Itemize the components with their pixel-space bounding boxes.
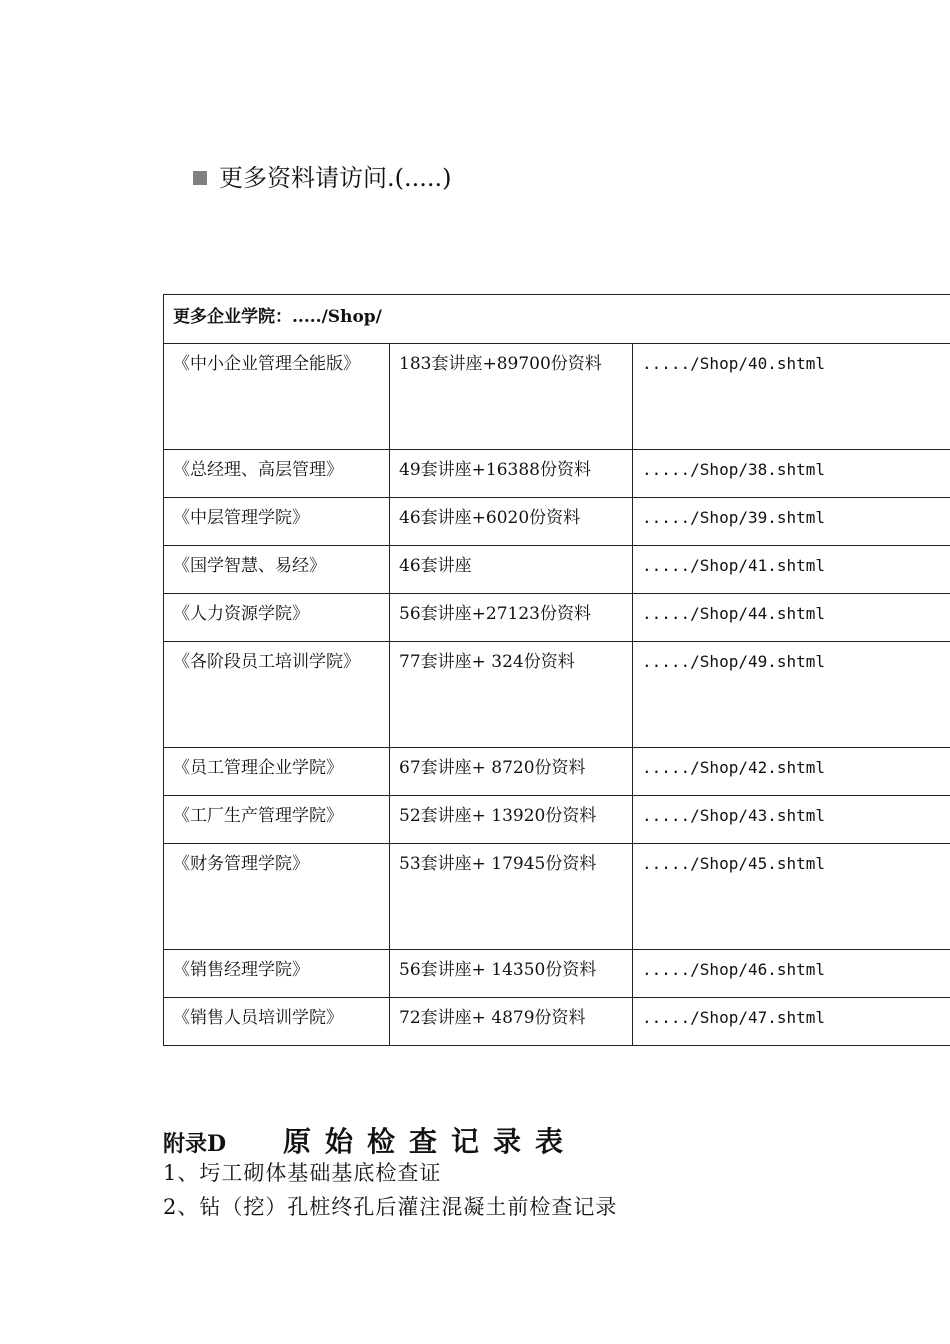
course-name: 《销售经理学院》 <box>164 950 390 998</box>
course-name: 《工厂生产管理学院》 <box>164 796 390 844</box>
notice-line <box>193 160 452 196</box>
list-item: 2、钻（挖）孔桩终孔后灌注混凝土前检查记录 <box>163 1195 618 1219</box>
course-content-text: 53套讲座+ 17945份资料 <box>399 854 597 874</box>
appendix-label: 附录D <box>163 1131 227 1157</box>
table-row <box>164 642 950 748</box>
course-content: 46套讲座+6020份资料 <box>390 498 633 546</box>
appendix-heading <box>163 1120 577 1160</box>
course-content: 52套讲座+ 13920份资料 <box>390 796 633 844</box>
table-header: 更多企业学院：...../Shop/ <box>164 295 950 344</box>
course-link[interactable]: ...../Shop/46.shtml <box>633 950 950 998</box>
course-content: 49套讲座+16388份资料 <box>390 450 633 498</box>
table-row <box>164 998 950 1046</box>
table-row <box>164 450 950 498</box>
course-link[interactable]: ...../Shop/42.shtml <box>633 748 950 796</box>
course-link[interactable]: ...../Shop/41.shtml <box>633 546 950 594</box>
course-link[interactable]: ...../Shop/38.shtml <box>633 450 950 498</box>
course-content: 67套讲座+ 8720份资料 <box>390 748 633 796</box>
course-link[interactable]: ...../Shop/47.shtml <box>633 998 950 1046</box>
course-content: 77套讲座+ 324份资料 <box>390 642 633 748</box>
course-link[interactable]: ...../Shop/40.shtml <box>633 344 950 450</box>
course-content: 46套讲座 <box>390 546 633 594</box>
course-catalog-table <box>163 294 950 1046</box>
course-name <box>164 642 390 748</box>
table-row <box>164 748 950 796</box>
course-name: 《国学智慧、易经》 <box>164 546 390 594</box>
course-name: 《销售人员培训学院》 <box>164 998 390 1046</box>
course-name <box>164 344 390 450</box>
table-row <box>164 844 950 950</box>
table-row <box>164 546 950 594</box>
course-name: 《员工管理企业学院》 <box>164 748 390 796</box>
table-row <box>164 950 950 998</box>
notice-text: 更多资料请访问.(.....) <box>219 164 452 192</box>
course-link[interactable]: ...../Shop/45.shtml <box>633 844 950 950</box>
course-link[interactable]: ...../Shop/39.shtml <box>633 498 950 546</box>
course-content: 72套讲座+ 4879份资料 <box>390 998 633 1046</box>
course-name: 《中层管理学院》 <box>164 498 390 546</box>
table-row <box>164 498 950 546</box>
course-link[interactable]: ...../Shop/49.shtml <box>633 642 950 748</box>
course-name-text: 《中小企业管理全能版》 <box>173 354 360 374</box>
course-name-text: 《各阶段员工培训学院》 <box>173 652 360 672</box>
course-name: 《财务管理学院》 <box>164 844 390 950</box>
course-content <box>390 844 633 950</box>
table-row <box>164 344 950 450</box>
course-name: 《总经理、高层管理》 <box>164 450 390 498</box>
appendix-title: 原始检查记录表 <box>283 1125 578 1158</box>
course-link[interactable]: ...../Shop/44.shtml <box>633 594 950 642</box>
course-link[interactable]: ...../Shop/43.shtml <box>633 796 950 844</box>
course-name: 《人力资源学院》 <box>164 594 390 642</box>
list-item: 1、圬工砌体基础基底检查证 <box>163 1161 442 1185</box>
square-bullet-icon <box>193 171 207 185</box>
course-content: 56套讲座+ 14350份资料 <box>390 950 633 998</box>
course-content: 183套讲座+89700份资料 <box>390 344 633 450</box>
course-content: 56套讲座+27123份资料 <box>390 594 633 642</box>
